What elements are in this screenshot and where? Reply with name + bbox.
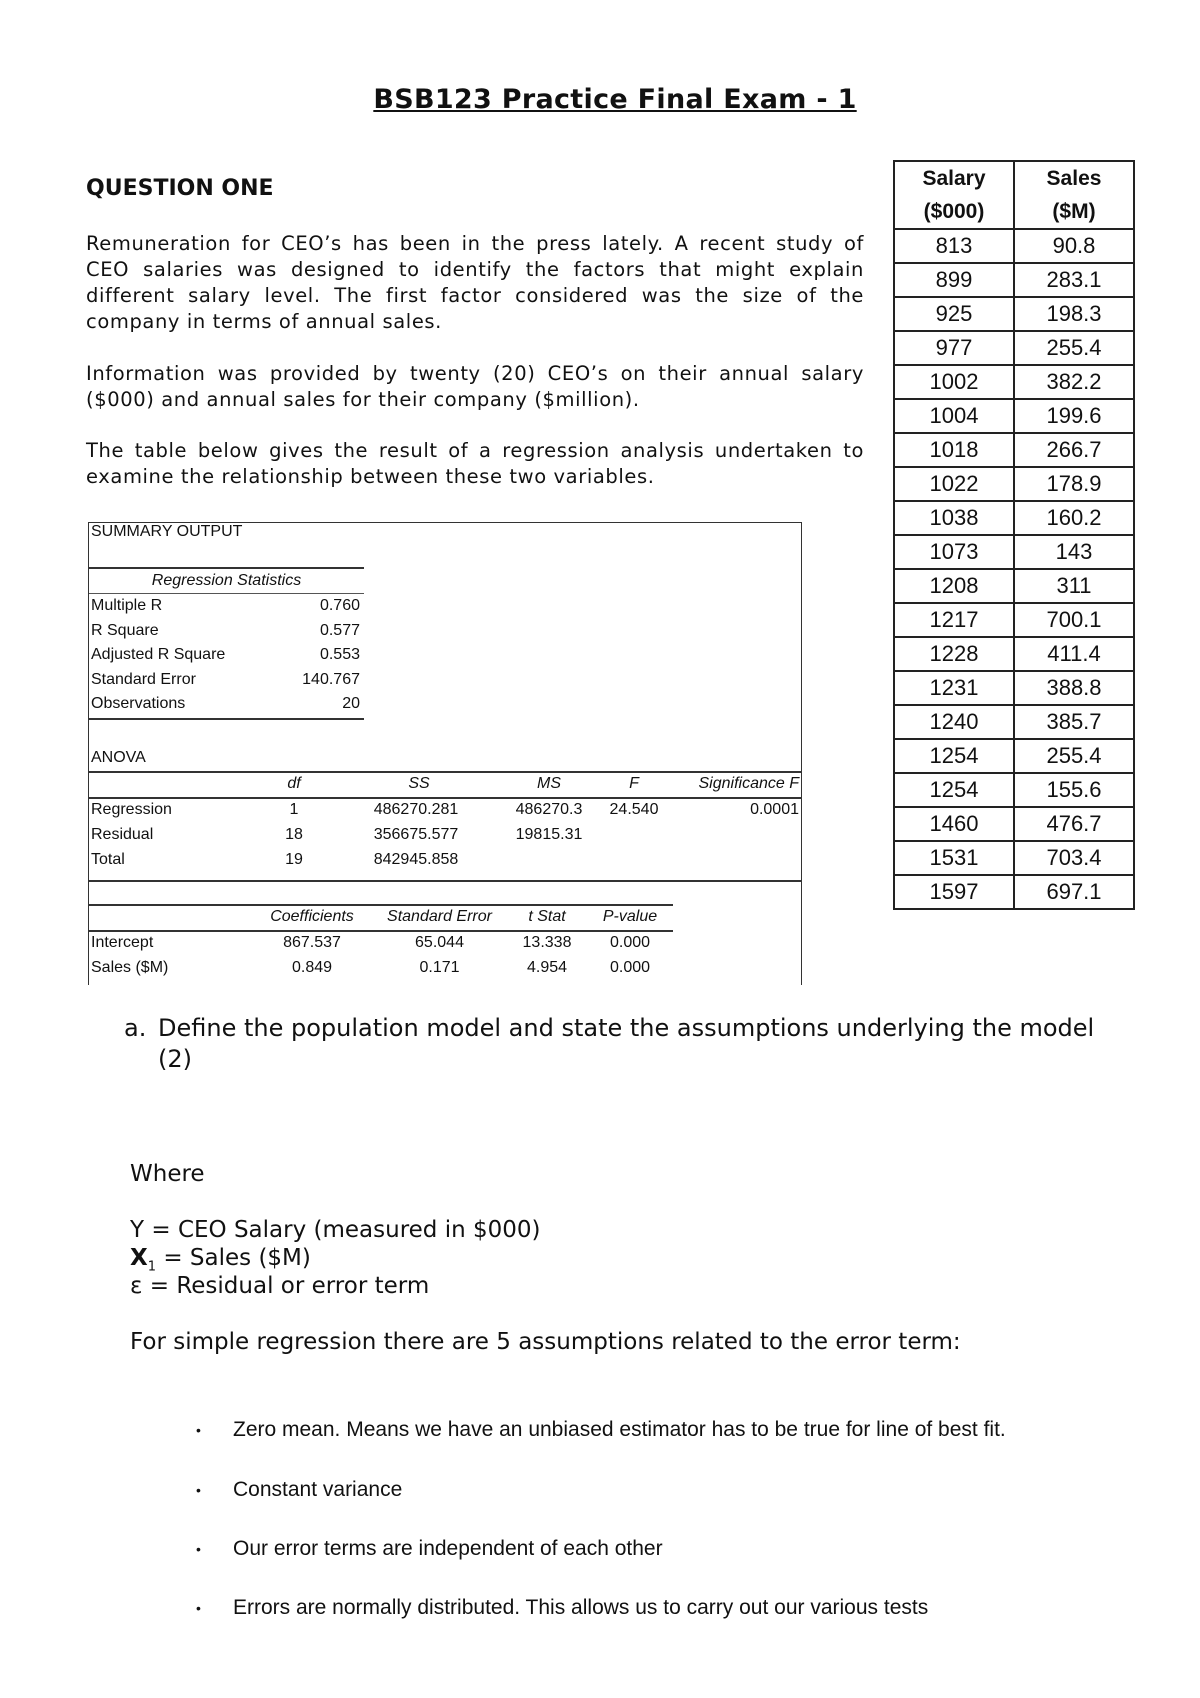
- anova-ms: 19815.31: [515, 826, 583, 843]
- salary-cell: 1254: [894, 773, 1014, 807]
- sales-cell: 385.7: [1014, 705, 1134, 739]
- reg-stat-label: Observations: [91, 695, 186, 712]
- bullet-icon: •: [196, 1541, 201, 1557]
- salary-cell: 1018: [894, 433, 1014, 467]
- data-row: [894, 535, 1134, 569]
- data-row: [894, 603, 1134, 637]
- sales-cell: 283.1: [1014, 263, 1134, 297]
- data-row: [894, 705, 1134, 739]
- data-row: [894, 739, 1134, 773]
- data-row: [894, 263, 1134, 297]
- anova-df: 18: [285, 826, 303, 843]
- salary-cell: 977: [894, 331, 1014, 365]
- reg-stats-mid-rule: [89, 593, 364, 594]
- anova-ss: 486270.281: [373, 801, 459, 818]
- reg-stat-label: Standard Error: [91, 670, 196, 688]
- coef-header-coefficients: Coefficients: [270, 908, 354, 925]
- reg-stat-value: 0.760: [319, 597, 360, 614]
- data-row: [894, 569, 1134, 603]
- data-row: [894, 433, 1134, 467]
- coef-value: 867.537: [283, 934, 341, 951]
- coef-header-pvalue: P-value: [602, 908, 658, 925]
- anova-header-df: df: [287, 775, 301, 792]
- data-row: [894, 841, 1134, 875]
- reg-stat-label: Adjusted R Square: [91, 646, 226, 663]
- coef-top-rule: [89, 904, 673, 906]
- sales-cell: 255.4: [1014, 739, 1134, 773]
- reg-stats-top-rule: [89, 567, 364, 569]
- reg-stat-label: Multiple R: [91, 597, 163, 614]
- coef-header-se: Standard Error: [387, 908, 492, 925]
- anova-ms: 486270.3: [515, 801, 583, 818]
- reg-stats-bottom-rule: [89, 718, 364, 720]
- anova-df: 19: [285, 851, 303, 868]
- sales-cell: 255.4: [1014, 331, 1134, 365]
- error-definition: ε = Residual or error term: [130, 1273, 430, 1299]
- salary-header: [894, 161, 1014, 229]
- sales-cell: 199.6: [1014, 399, 1134, 433]
- sales-cell: 266.7: [1014, 433, 1134, 467]
- data-row: [894, 671, 1134, 705]
- coef-row-label: Intercept: [91, 934, 154, 951]
- salary-sales-table: [893, 160, 1135, 910]
- sales-header-line1: Sales: [1046, 167, 1102, 190]
- anova-df: 1: [289, 801, 299, 818]
- intro-paragraph-3: The table below gives the result of a regression analysis undertaken to examine the relationship between these two variables.: [86, 439, 864, 488]
- sales-cell: 311: [1014, 569, 1134, 603]
- salary-header-line2: ($000): [923, 200, 985, 223]
- x-subscript: 1: [147, 1259, 157, 1275]
- anova-ss: 356675.577: [373, 826, 459, 843]
- anova-sig: 0.0001: [750, 801, 799, 818]
- reg-stat-value: 0.577: [319, 621, 360, 639]
- salary-cell: 1073: [894, 535, 1014, 569]
- salary-cell: 1208: [894, 569, 1014, 603]
- data-row: [894, 365, 1134, 399]
- sales-header-line2: ($M): [1052, 200, 1096, 223]
- reg-stat-value: 0.553: [319, 646, 360, 663]
- data-row: [894, 875, 1134, 909]
- assumption-text: Zero mean. Means we have an unbiased estimator has to be true for line of best fit.: [233, 1418, 1006, 1441]
- bullet-icon: •: [196, 1482, 201, 1498]
- sales-cell: 198.3: [1014, 297, 1134, 331]
- data-row: [894, 637, 1134, 671]
- salary-cell: 1597: [894, 875, 1014, 909]
- assumption-intro: For simple regression there are 5 assumptions related to the error term:: [130, 1329, 961, 1355]
- bullet-icon: •: [196, 1422, 201, 1438]
- page-title: BSB123 Practice Final Exam - 1: [373, 84, 857, 115]
- coef-mid-rule: [89, 930, 673, 932]
- salary-cell: 1004: [894, 399, 1014, 433]
- data-row: [894, 807, 1134, 841]
- salary-cell: 1217: [894, 603, 1014, 637]
- data-row: [894, 501, 1134, 535]
- assumption-text: Our error terms are independent of each other: [233, 1537, 663, 1560]
- data-row: [894, 297, 1134, 331]
- coef-row-label: Sales ($M): [91, 959, 169, 976]
- coef-value: 0.849: [291, 959, 333, 976]
- reg-stat-value: 140.767: [302, 670, 360, 688]
- salary-header-line1: Salary: [922, 167, 986, 190]
- coef-tstat: 4.954: [526, 959, 568, 976]
- reg-stat-value: 20: [342, 695, 360, 712]
- assumption-text: Constant variance: [233, 1478, 403, 1501]
- salary-cell: 1240: [894, 705, 1014, 739]
- salary-cell: 925: [894, 297, 1014, 331]
- anova-row-label: Total: [91, 851, 125, 868]
- sales-cell: 155.6: [1014, 773, 1134, 807]
- salary-cell: 813: [894, 229, 1014, 263]
- bullet-icon: •: [196, 1600, 201, 1616]
- coef-se: 0.171: [419, 959, 460, 976]
- question-a-text: Define the population model and state the assumptions underlying the model (2): [158, 1014, 1095, 1073]
- intro-paragraph-1: Remuneration for CEO’s has been in the press lately. A recent study of CEO salaries was designed to identify the factors that might explain different salary level. The first factor considered was the size of the company in terms of annual sales.: [86, 232, 864, 333]
- anova-ss: 842945.858: [373, 851, 459, 868]
- salary-sales-table-body: [894, 229, 1134, 909]
- salary-cell: 1531: [894, 841, 1014, 875]
- anova-bottom-rule: [89, 880, 801, 882]
- sales-cell: 388.8: [1014, 671, 1134, 705]
- anova-f: 24.540: [609, 801, 659, 818]
- coef-pvalue: 0.000: [609, 959, 651, 976]
- anova-header-ms: MS: [537, 775, 561, 792]
- data-row: [894, 331, 1134, 365]
- summary-output: [88, 522, 802, 985]
- sales-cell: 143: [1014, 535, 1134, 569]
- reg-stat-label: R Square: [91, 621, 159, 639]
- salary-cell: 1228: [894, 637, 1014, 671]
- salary-cell: 1460: [894, 807, 1014, 841]
- salary-cell: 1038: [894, 501, 1014, 535]
- salary-cell: 899: [894, 263, 1014, 297]
- where-label: Where: [130, 1161, 205, 1187]
- sales-header: [1014, 161, 1134, 229]
- coef-se: 65.044: [415, 934, 464, 951]
- x-definition-rest: = Sales ($M): [156, 1245, 311, 1271]
- anova-title: ANOVA: [91, 749, 146, 766]
- sales-cell: 90.8: [1014, 229, 1134, 263]
- coef-header-tstat: t Stat: [528, 908, 566, 925]
- coef-tstat: 13.338: [522, 934, 572, 951]
- data-row: [894, 467, 1134, 501]
- anova-header-sig: Significance F: [698, 775, 799, 792]
- sales-cell: 700.1: [1014, 603, 1134, 637]
- summary-title: SUMMARY OUTPUT: [91, 523, 243, 540]
- salary-cell: 1022: [894, 467, 1014, 501]
- salary-cell: 1002: [894, 365, 1014, 399]
- sales-cell: 703.4: [1014, 841, 1134, 875]
- salary-cell: 1254: [894, 739, 1014, 773]
- sales-cell: 697.1: [1014, 875, 1134, 909]
- data-row: [894, 229, 1134, 263]
- anova-row-label: Residual: [91, 826, 154, 843]
- anova-row-label: Regression: [91, 801, 172, 818]
- question-heading: QUESTION ONE: [86, 176, 274, 201]
- question-a-label: a.: [124, 1014, 147, 1042]
- data-row: [894, 773, 1134, 807]
- sales-cell: 382.2: [1014, 365, 1134, 399]
- y-definition: Y = CEO Salary (measured in $000): [130, 1217, 541, 1243]
- anova-top-rule: [89, 771, 801, 773]
- sales-cell: 411.4: [1014, 637, 1134, 671]
- coef-pvalue: 0.000: [609, 934, 651, 951]
- data-row: [894, 399, 1134, 433]
- x-var: X: [130, 1245, 148, 1271]
- sales-cell: 178.9: [1014, 467, 1134, 501]
- salary-cell: 1231: [894, 671, 1014, 705]
- anova-header-f: F: [629, 775, 639, 792]
- assumption-text: Errors are normally distributed. This allows us to carry out our various tests: [233, 1596, 929, 1619]
- sales-cell: 476.7: [1014, 807, 1134, 841]
- anova-header-ss: SS: [408, 775, 430, 792]
- intro-paragraph-2: Information was provided by twenty (20) CEO’s on their annual salary ($000) and annual sales for their company ($million).: [86, 362, 864, 411]
- sales-cell: 160.2: [1014, 501, 1134, 535]
- anova-mid-rule: [89, 797, 801, 799]
- reg-stats-heading: Regression Statistics: [151, 572, 302, 589]
